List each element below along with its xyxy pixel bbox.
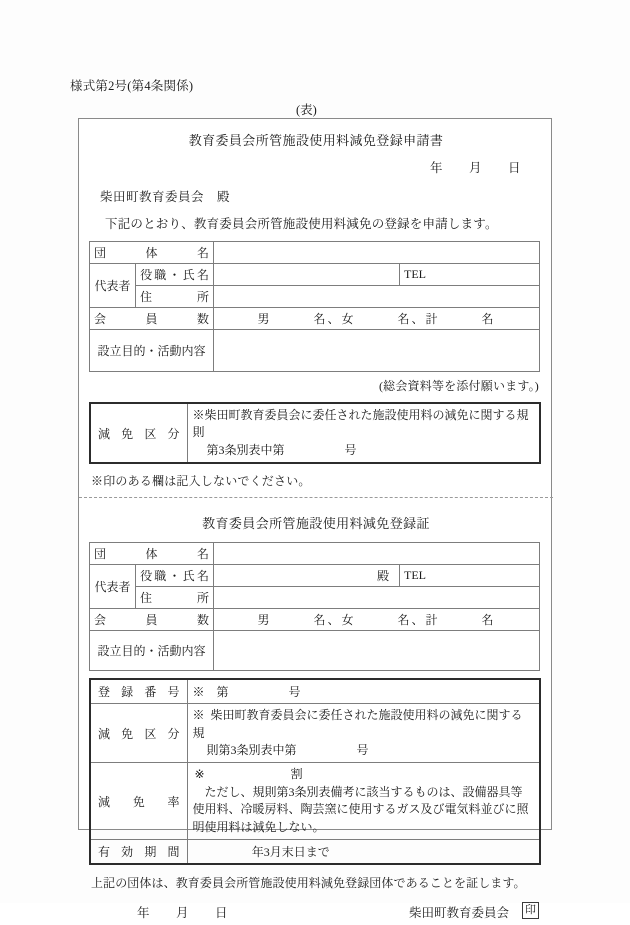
cert-row-label-reduction-category: 減免区分 [90,704,187,763]
table-row [90,609,540,631]
application-date-year: 年 [429,161,443,175]
application-date-line [89,158,543,176]
cert-reduction-category-line2: 則第3条別表中第 号 [206,742,369,757]
table-row [90,330,540,372]
attachment-note: (総会資料等を添付願います。) [378,379,539,393]
reduction-rate-proviso: ただし、規則第3条別表備考に該当するものは、設備器具等使用料、冷暖房料、陶芸窯に使用するガス及び電気料並びに照明使用料は減免しない。 [192,784,529,834]
cert-row-label-address: 住所 [136,587,214,609]
table-row [90,631,540,671]
issuing-organization: 柴田町教育委員会 [408,905,509,920]
cert-row-label-position-name: 役職・氏名 [136,565,214,587]
table-row [90,565,540,587]
field-valid-period: 年3月末日まで [187,839,540,864]
cert-row-label-purpose-activity: 設立目的・活動内容 [90,631,214,671]
certificate-date-line [137,903,228,921]
cert-field-tel: TEL [400,565,540,587]
form-code-label: 様式第2号(第4条関係) [70,79,194,93]
asterisk-mark-icon: ※ [194,767,205,782]
table-row [90,763,540,840]
row-label-purpose-activity: 設立目的・活動内容 [90,330,214,372]
cert-row-label-representative: 代表者 [90,565,136,609]
certificate-date-year: 年 [137,905,151,920]
row-label-organization-name: 団体名 [90,242,214,264]
row-label-representative: 代表者 [90,264,136,308]
field-tel[interactable]: TEL [400,264,540,286]
field-registration-number: ※ 第 号 [187,679,540,704]
separator-wrapper [89,497,543,511]
row-label-registration-number: 登録番号 [90,679,187,704]
seal-stamp-icon: 印 [522,902,539,919]
field-address[interactable] [214,286,540,308]
table-row [90,543,540,565]
table-row [90,286,540,308]
certificate-date-day: 日 [215,905,229,920]
asterisk-mark-icon: ※ [192,708,205,723]
certification-statement: 上記の団体は、教育委員会所管施設使用料減免登録団体であることを証します。 [91,875,526,890]
form-inner-content [89,119,543,920]
field-member-count[interactable]: 男 名、女 名、計 名 [214,308,540,330]
table-row [90,403,540,463]
certificate-title: 教育委員会所管施設使用料減免登録証 [202,516,430,532]
table-row [90,704,540,763]
field-organization-name[interactable] [214,242,540,264]
row-label-address: 住所 [136,286,214,308]
row-label-reduction-rate: 減免率 [90,763,187,840]
cert-field-member-count: 男 名、女 名、計 名 [214,609,540,631]
certificate-date-month: 月 [176,905,190,920]
cert-row-label-organization-name: 団体名 [90,543,214,565]
table-row [90,308,540,330]
cert-reduction-category-line1 [193,707,535,742]
table-row [90,242,540,264]
addressee-label: 柴田町教育委員会 殿 [100,190,231,204]
row-label-reduction-category: 減免区分 [90,403,187,463]
certificate-official-block [89,678,541,865]
cert-field-reduction-category [187,704,540,763]
cert-field-representative-name: 殿 [214,565,400,587]
field-reduction-category[interactable] [187,403,540,463]
application-date-month: 月 [468,161,482,175]
row-label-position-name: 役職・氏名 [136,264,214,286]
asterisk-instruction-note: ※印のある欄は記入しないでください。 [91,474,311,489]
table-row [90,587,540,609]
reduction-rate-unit: 割 [290,767,303,782]
side-mark-label: (表) [296,103,317,117]
table-row [90,679,540,704]
application-table [89,241,540,372]
field-representative-name[interactable] [214,264,400,286]
table-row [90,264,540,286]
row-label-valid-period: 有効期間 [90,839,187,864]
table-row [90,839,540,864]
cert-row-label-member-count: 会員数 [90,609,214,631]
form-outer-frame [78,118,552,920]
signature-row [89,903,539,925]
application-date-day: 日 [507,161,521,175]
field-reduction-rate [187,763,540,840]
cert-field-purpose-activity [214,631,540,671]
dashed-cut-line [79,497,553,498]
field-purpose-activity[interactable] [214,330,540,372]
cert-reduction-category-text1: 柴田町教育委員会に委任された施設使用料の減免に関する規 [192,708,523,740]
cert-field-organization-name [214,543,540,565]
cert-field-address [214,587,540,609]
reduction-category-line1: ※柴田町教育委員会に委任された施設使用料の減免に関する規則 [192,408,529,440]
application-lead-text: 下記のとおり、教育委員会所管施設使用料減免の登録を申請します。 [105,217,498,231]
certificate-table [89,542,540,671]
application-reduction-category-box [89,402,541,464]
reduction-category-line2: 第3条別表中第 号 [206,442,357,457]
application-title: 教育委員会所管施設使用料減免登録申請書 [188,133,444,148]
row-label-member-count: 会員数 [90,308,214,330]
reduction-rate-value-line [193,766,535,783]
